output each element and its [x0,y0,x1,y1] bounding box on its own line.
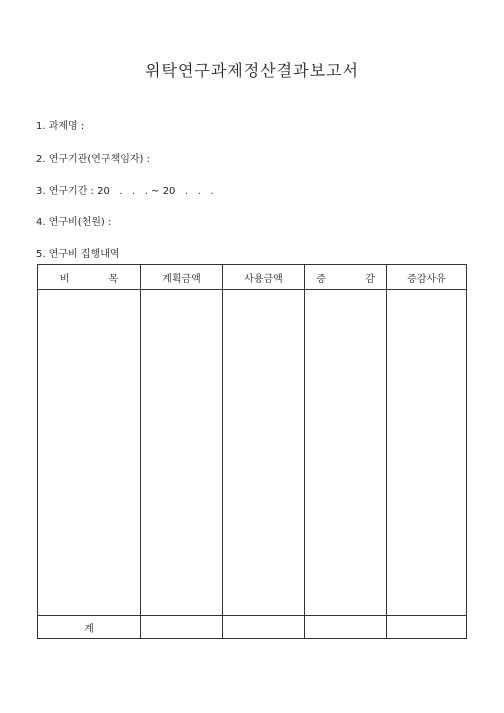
cell-planned-amount[interactable] [141,290,223,616]
total-change[interactable] [305,616,387,639]
header-used-amount: 사용금액 [223,265,305,290]
table-header-row [38,265,467,290]
header-change-reason: 증감사유 [387,265,467,290]
cell-used-amount[interactable] [223,290,305,616]
header-planned-amount: 계획금액 [141,265,223,290]
header-change: 증 감 [305,265,387,290]
total-label: 계 [38,616,141,639]
header-item: 비 목 [38,265,141,290]
total-used-amount[interactable] [223,616,305,639]
field-project-name: 1. 과제명 : [36,121,85,132]
cell-item[interactable] [38,290,141,616]
total-row [38,616,467,639]
budget-table [37,264,467,639]
table-row [38,290,467,616]
cell-change[interactable] [305,290,387,616]
total-change-reason[interactable] [387,616,467,639]
field-period: 3. 연구기간 : 20 . . . ~ 20 . . . [36,186,214,197]
total-planned-amount[interactable] [141,616,223,639]
field-execution: 5. 연구비 집행내역 [36,249,120,260]
field-institution: 2. 연구기관(연구책임자) : [36,154,151,165]
field-budget: 4. 연구비(천원) : [36,217,112,228]
report-title: 위탁연구과제정산결과보고서 [145,61,359,80]
cell-change-reason[interactable] [387,290,467,616]
